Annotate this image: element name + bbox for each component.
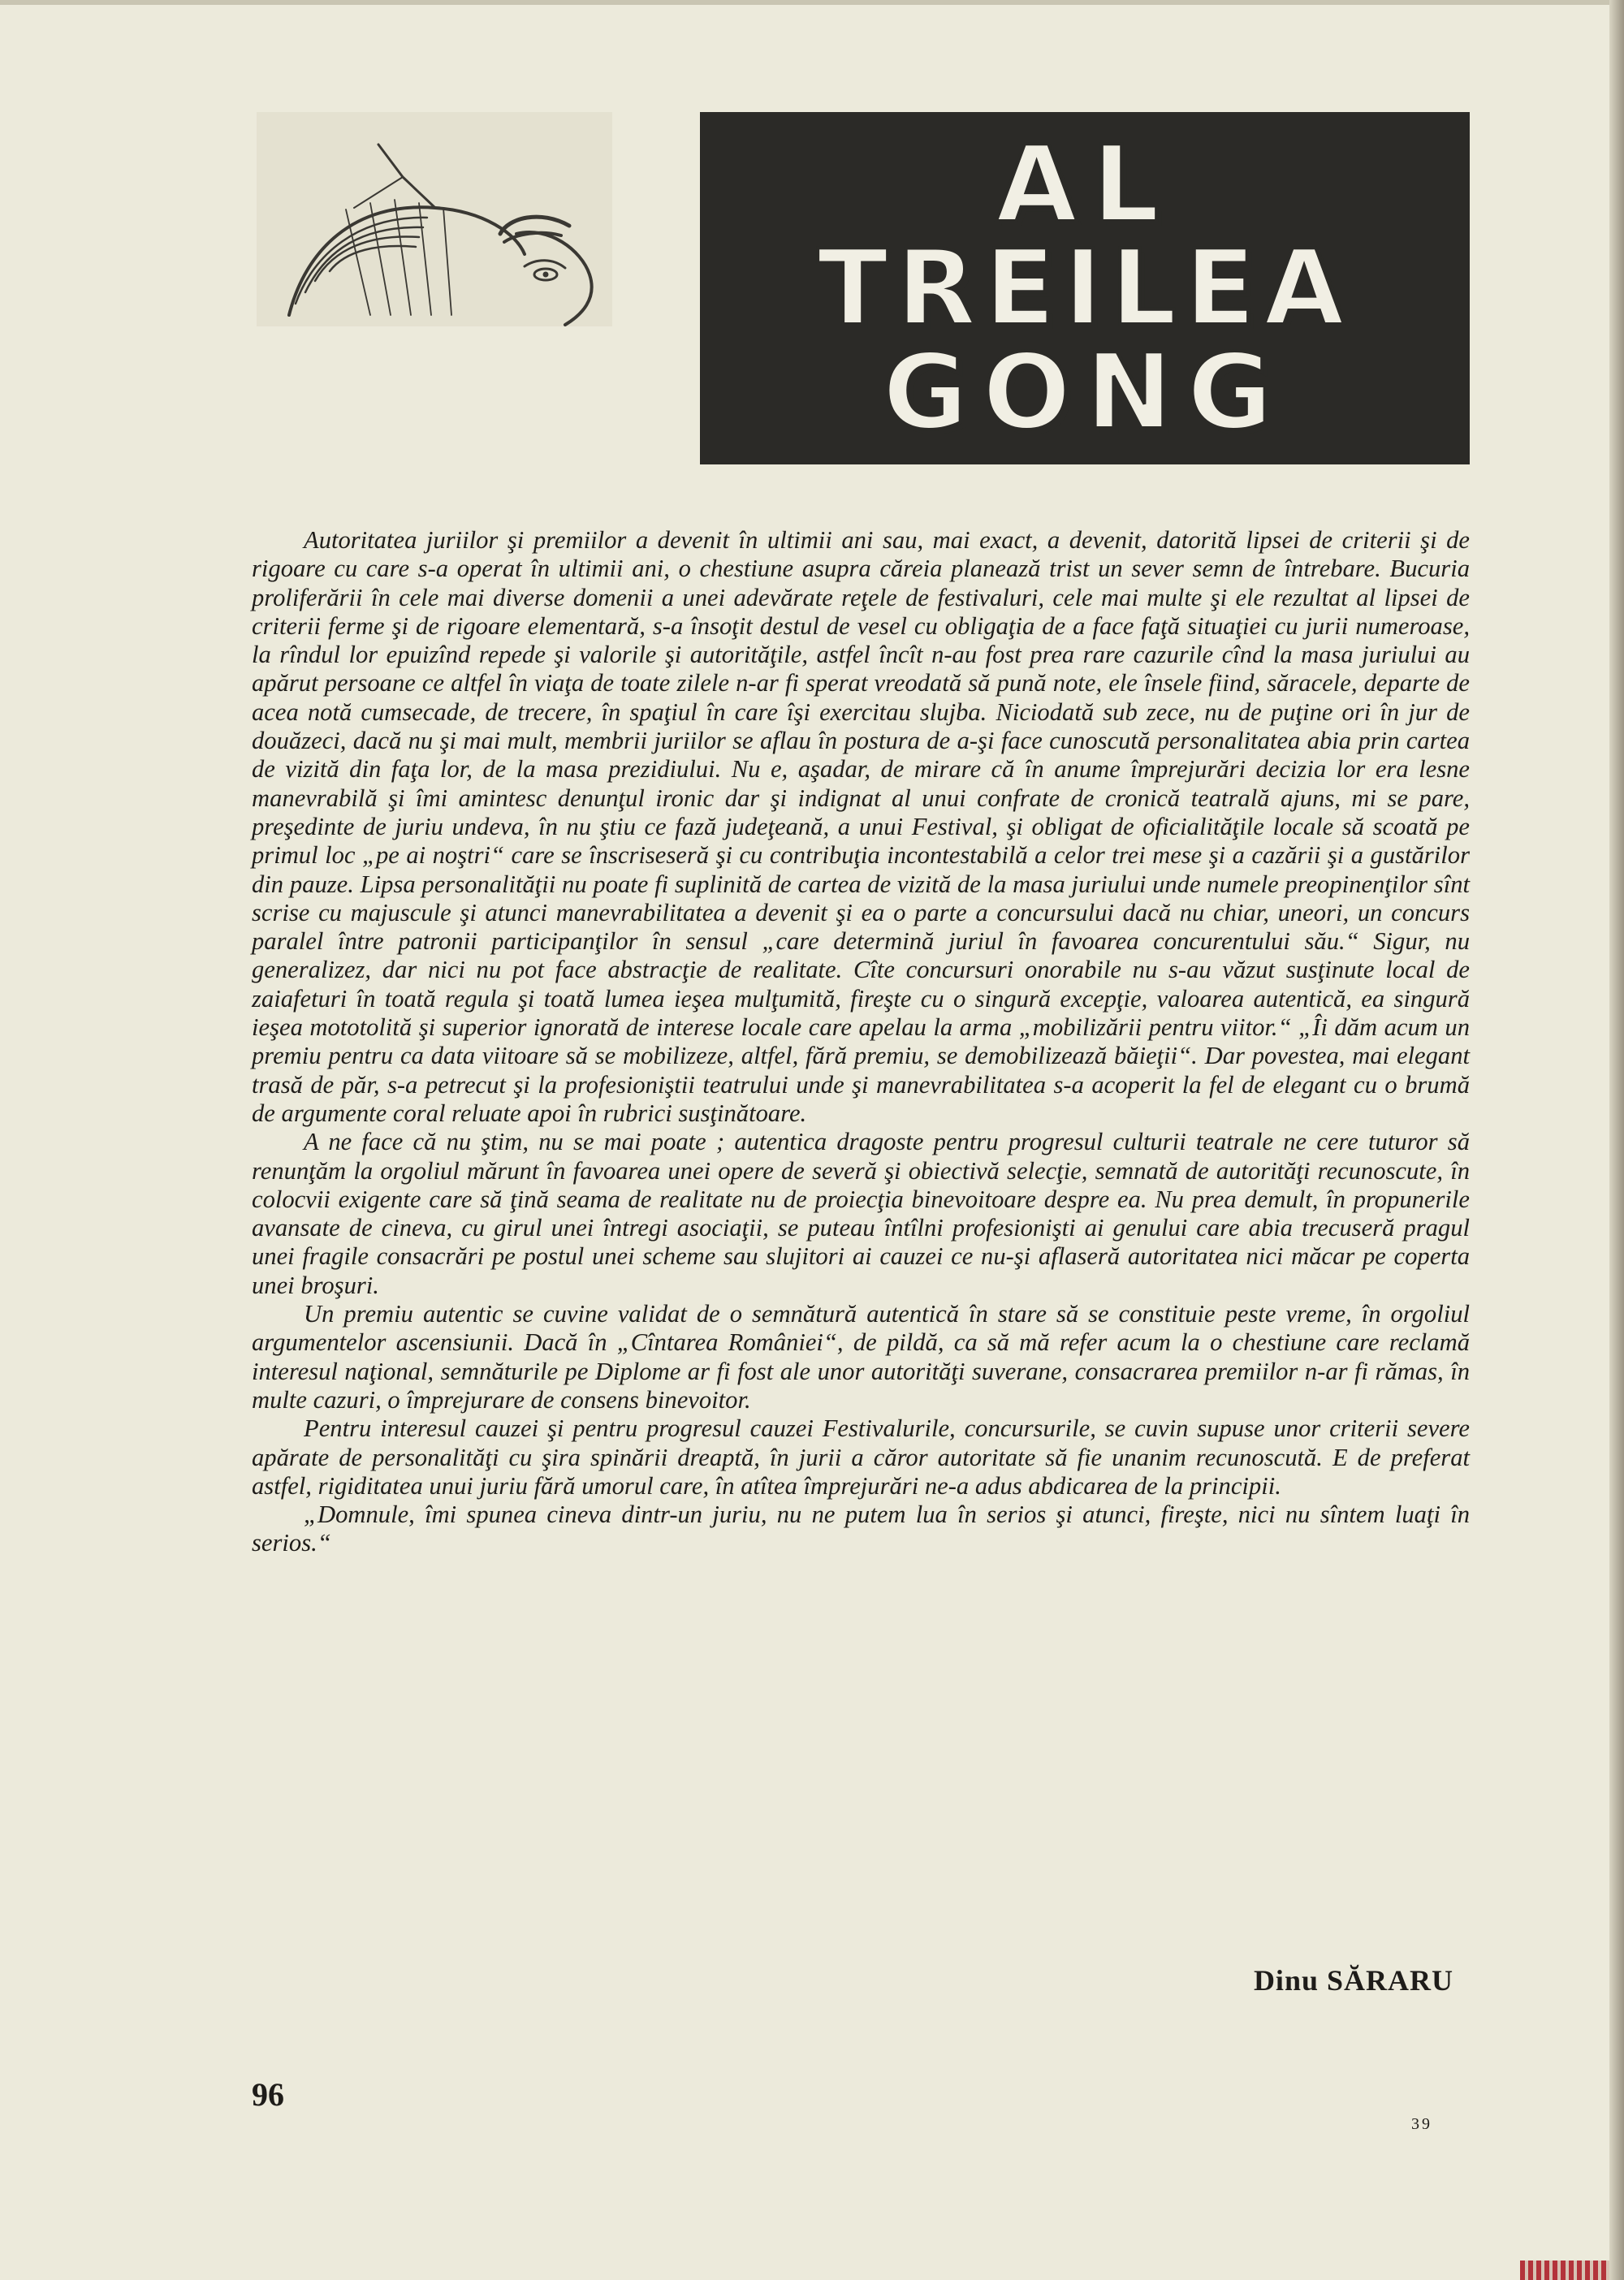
title-line-1: AL: [996, 123, 1174, 246]
article-paragraph: Pentru interesul cauzei şi pentru progresul cauzei Festivalurile, concursurile, se cuvin supuse unor criterii severe apărate de personalităţi cu şira spinării dreaptă, în jurii a căror autoritate să fie unanim recunoscută. E de preferat astfel, rigiditatea unui juriu fără umorul care, în atîtea împrejurări ne-a adus abdicarea de la principii.: [252, 1414, 1470, 1500]
article-paragraph: „Domnule, îmi spunea cineva dintr-un juriu, nu ne putem lua în serios şi atunci, fireşte, nici nu sîntem luaţi în serios.“: [252, 1501, 1470, 1557]
author-signature: Dinu SĂRARU: [1253, 1964, 1453, 1997]
head-sketch-illustration: [257, 112, 612, 326]
article-paragraph: A ne face că nu ştim, nu se mai poate ; autentica dragoste pentru progresul culturii teatrale ne cere tuturor să renunţăm la orgoliul mărunt în favoarea unei opere de severă şi obiectivă selecţie, semnată de autorităţi recunoscute, în colocvii exigente care să ţină seama de realitate nu de proiecţia binevoitoare despre ea. Nu prea demult, în propunerile avansate de cineva, cu girul unei întregi asociaţii, se puteau întîlni profesionişti ai genului care abia trecuseră pragul unei fragile consacrări pe postul unei scheme sau slujitori ai cauzei ce nu-şi aflaseră autoritatea nici măcar pe coperta unei broşuri.: [252, 1128, 1470, 1299]
binding-stripe: [1520, 2261, 1609, 2280]
article-body: [252, 526, 1470, 1558]
title-line-2: TREILEA: [817, 228, 1353, 349]
title-banner: [700, 112, 1470, 464]
article-paragraph: Un premiu autentic se cuvine validat de o semnătură autentică în stare să se constituie peste vreme, în orgoliul argumentelor ascensiunii. Dacă în „Cîntarea României“, de pildă, ca să mă refer acum la o chestiune care reclamă interesul naţional, semnăturile pe Diplome ar fi fost ale unor autorităţi suverane, consacrarea premiilor n-ar fi rămas, în multe cazuri, o împrejurare de consens binevoitor.: [252, 1300, 1470, 1414]
page-number: 96: [252, 2076, 284, 2113]
page-edge-right: [1609, 0, 1624, 2280]
folio-number: 39: [1411, 2115, 1432, 2133]
article-paragraph: Autoritatea juriilor şi premiilor a devenit în ultimii ani sau, mai exact, a devenit, datorită lipsei de criterii şi de rigoare cu care s-a operat în ultimii ani, o chestiune asupra căreia planează trist un sever semn de întrebare. Bucuria proliferării în cele mai diverse domenii a unei adevărate reţele de festivaluri, cele mai multe şi ele rezultat al lipsei de criterii ferme şi de rigoare elementară, s-a însoţit destul de vesel cu obligaţia de a face faţă situaţiei cu jurii numeroase, la rîndul lor epuizînd repede şi valorile şi autorităţile, astfel încît n-au fost prea rare cazurile cînd la masa juriului au apărut persoane ce altfel în viaţa de toate zilele n-ar fi sperat vreodată să pună note, ele însele fiind, săracele, departe de acea notă cumsecade, de trecere, în spaţiul în care îşi exercitau slujba. Niciodată sub zece, nu de puţine ori în jur de douăzeci, dacă nu şi mai mult, membrii juriilor se aflau în postura de a-şi face cunoscută personalitatea abia prin cartea de vizită din faţa lor, de la masa prezidiului. Nu e, aşadar, de mirare că în anume împrejurări decizia lor era lesne manevrabilă şi îmi amintesc denunţul ironic dar şi indignat al unui confrate de cronică teatrală ajuns, mi se pare, preşedinte de juriu undeva, în nu ştiu ce fază judeţeană, a unui Festival, şi obligat de oficialităţile locale să scoată pe primul loc „pe ai noştri“ care se înscriseseră şi cu contribuţia incontestabilă a celor trei mese şi a cazării şi a gustărilor din pauze. Lipsa personalităţii nu poate fi suplinită de cartea de vizită de la masa juriului unde numele preopinenţilor sînt scrise cu majuscule şi atunci manevrabilitatea a devenit şi ea o parte a concursului dacă nu chiar, uneori, un concurs paralel între patronii participanţilor în sensul „care determină juriul în favoarea concurentului său.“ Sigur, nu generalizez, dar nici nu pot face abstracţie de realitate. Cîte concursuri onorabile nu s-au văzut susţinute local de zaiafeturi în toată regula şi toată lumea ieşea mulţumită, fireşte cu o singură excepţie, valoarea autentică, ea singură ieşea mototolită şi superior ignorată de interese locale care apelau la arma „mobilizării pentru viitor.“ „Îi dăm acum un premiu pentru ca data viitoare să se mobilizeze, altfel, fără premiu, se demobilizează băieţii“. Dar povestea, mai elegant trasă de păr, s-a petrecut şi la profesioniştii teatrului unde şi manevrabilitatea s-a acoperit la fel de elegant cu o brumă de argumente coral reluate apoi în rubrici susţinătoare.: [252, 526, 1470, 1127]
title-line-3: GONG: [882, 332, 1288, 453]
page-edge-top: [0, 0, 1624, 5]
